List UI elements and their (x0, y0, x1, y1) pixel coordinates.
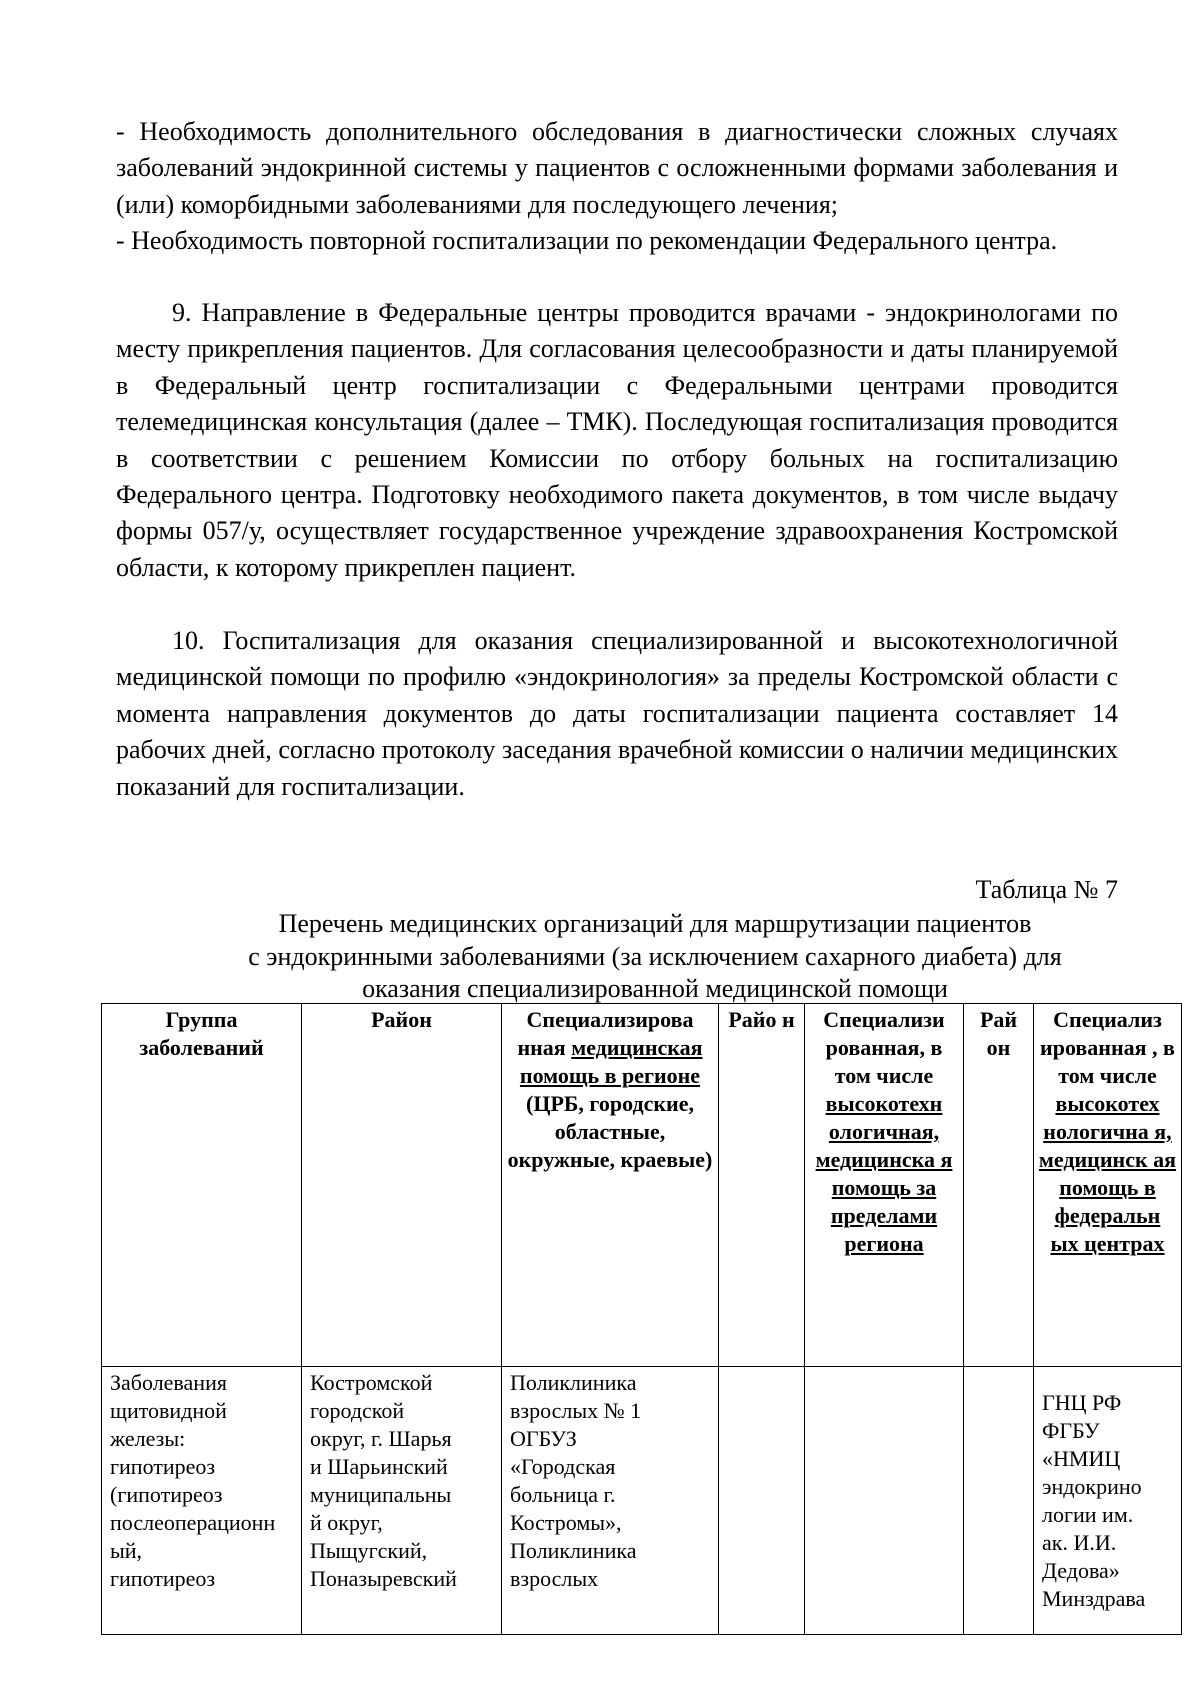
table-title-line-3: оказания специализированной медицинской помощи (362, 974, 948, 1003)
header-regional-care-underlined: медицинская помощь в регионе (519, 1035, 703, 1088)
table-number: Таблица № 7 (975, 875, 1118, 904)
cell-regional-care (502, 1367, 719, 1635)
cell-line: городской (310, 1398, 405, 1423)
cell-line: и Шарьинский (310, 1454, 448, 1479)
cell-federal-centers-care (1034, 1367, 1182, 1635)
cell-disease-group (102, 1367, 302, 1635)
header-regional-care-part-1: Специализирова нная (517, 1007, 694, 1060)
cell-line: Поназыревский (310, 1566, 457, 1591)
paragraph-rehospitalization: - Необходимость повторной госпитализации по рекомендации Федерального центра. (116, 226, 1058, 255)
paragraph-exam-need: - Необходимость дополнительного обследования в диагностически сложных случаях заболеваний эндокринной системы у пациентов с осложненными формами заболевания и (или) коморбидными заболеваниями для последующего лечения; (116, 117, 1118, 219)
cell-district (302, 1367, 502, 1635)
paragraph-9: 9. Направление в Федеральные центры проводится врачами - эндокринологами по месту прикрепления пациентов. Для согласования целесообразности и даты планируемой в Федеральный центр госпитализации с Федеральными центрами проводится телемедицинская консультация (далее – ТМК). Последующая госпитализация проводится в соответствии с решением Комиссии по отбору больных на госпитализацию Федерального центра. Подготовку необходимого пакета документов, в том числе выдачу формы 057/у, осуществляет государственное учреждение здравоохранения Костромской области, к которому прикреплен пациент. (116, 298, 1118, 582)
cell-district-2 (719, 1367, 805, 1635)
cell-line: ФГБУ (1042, 1418, 1100, 1443)
header-disease-group: Группа заболеваний (102, 1004, 302, 1367)
cell-line: гипотиреоз (110, 1454, 216, 1479)
cell-line: ак. И.И. (1042, 1530, 1117, 1555)
header-outside-region-underlined: высокотехн ологичная, медицинска я помощь за пределами региона (815, 1091, 953, 1256)
header-outside-region-care (805, 1004, 964, 1367)
header-outside-region-part-1: Специализи рованная, в том числе (823, 1007, 945, 1088)
cell-line: округ, г. Шарья (310, 1426, 452, 1451)
cell-line: гипотиреоз (110, 1566, 216, 1591)
cell-line: железы: (110, 1426, 186, 1451)
cell-line: ОГБУЗ (510, 1426, 577, 1451)
cell-line: Дедова» (1042, 1558, 1120, 1583)
cell-line: послеоперационн (110, 1510, 276, 1535)
cell-line: й округ, (310, 1510, 383, 1535)
header-federal-centers-care (1034, 1004, 1182, 1367)
cell-line: взрослых (510, 1566, 599, 1591)
table-header-row (102, 1004, 1182, 1367)
cell-line: Минздрава (1042, 1586, 1146, 1611)
table-row (102, 1367, 1182, 1635)
cell-line: ГНЦ РФ (1042, 1390, 1122, 1415)
cell-outside-region-care (805, 1367, 964, 1635)
cell-line: «Городская (510, 1454, 616, 1479)
header-regional-care-part-2: (ЦРБ, городские, областные, окружные, краевые) (507, 1091, 713, 1172)
routing-table (101, 1003, 1182, 1635)
header-district-2: Райо н (719, 1004, 805, 1367)
cell-line: Поликлиника (510, 1370, 637, 1395)
header-district-3: Рай он (964, 1004, 1034, 1367)
table-title-line-1: Перечень медицинских организаций для маршрутизации пациентов (278, 909, 1032, 938)
cell-line: Заболевания (110, 1370, 227, 1395)
header-federal-underlined: высокотех нологична я, медицинск ая помощь в федеральн ых центрах (1038, 1091, 1177, 1256)
header-district: Район (302, 1004, 502, 1367)
cell-line: щитовидной (110, 1398, 227, 1423)
header-regional-care (502, 1004, 719, 1367)
cell-line: (гипотиреоз (110, 1482, 223, 1507)
cell-line: логии им. (1042, 1502, 1134, 1527)
cell-line: ый, (110, 1538, 143, 1563)
paragraph-10: 10. Госпитализация для оказания специализированной и высокотехнологичной медицинской помощи по профилю «эндокринология» за пределы Костромской области с момента направления документов до даты госпитализации пациента составляет 14 рабочих дней, согласно протоколу заседания врачебной комиссии о наличии медицинских показаний для госпитализации. (116, 626, 1118, 801)
cell-line: Костромы», (510, 1510, 622, 1535)
cell-line: Поликлиника (510, 1538, 637, 1563)
table-title (100, 908, 1200, 1006)
cell-line: Пыщугский, (310, 1538, 428, 1563)
header-federal-part-1: Специализ ированная , в том числе (1040, 1007, 1175, 1088)
cell-line: муниципальны (310, 1482, 452, 1507)
cell-line: взрослых № 1 (510, 1398, 642, 1423)
cell-line: Костромской (310, 1370, 433, 1395)
cell-district-3 (964, 1367, 1034, 1635)
cell-line: «НМИЦ (1042, 1446, 1121, 1471)
cell-line: эндокрино (1042, 1474, 1142, 1499)
cell-line: больница г. (510, 1482, 616, 1507)
table-title-line-2: с эндокринными заболеваниями (за исключением сахарного диабета) для (248, 941, 1062, 971)
